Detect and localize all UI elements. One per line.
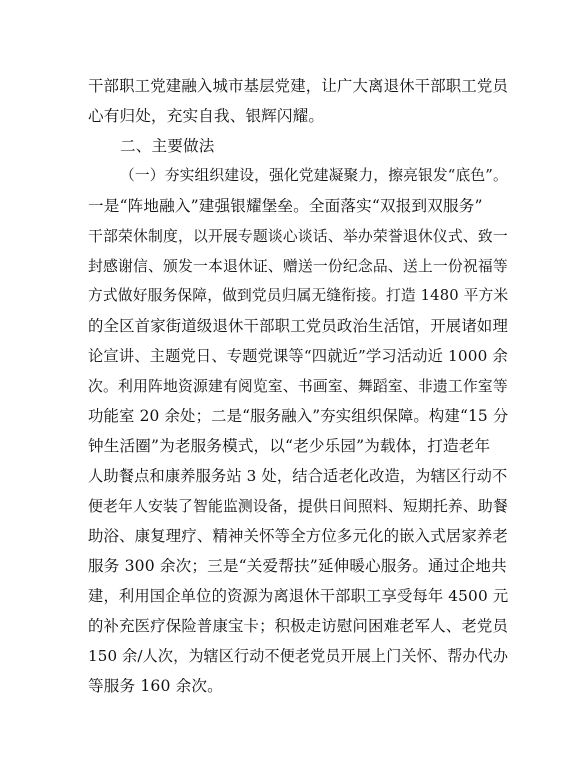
paragraph-1-line-1: 干部职工党建融入城市基层党建，让广大离退休干部职工党员 xyxy=(88,77,509,95)
paragraph-2-line-15: 建，利用国企单位的资源为离退休干部职工享受每年 4500 元 xyxy=(88,587,509,605)
paragraph-2-line-6: 的全区首家街道级退休干部职工党员政治生活馆，开展诸如理 xyxy=(88,317,509,335)
paragraph-2-line-4: 封感谢信、颁发一本退休证、赠送一份纪念品、送上一份祝福等 xyxy=(88,257,508,275)
paragraph-2-line-16: 的补充医疗保险普康宝卡；积极走访慰问困难老军人、老党员 xyxy=(88,617,509,635)
paragraph-2-line-18: 等服务 160 余次。 xyxy=(88,677,223,695)
paragraph-2-line-2: 一是“阵地融入”建强银耀堡垒。全面落实“双报到双服务” xyxy=(88,197,483,215)
paragraph-2-line-11: 人助餐点和康养服务站 3 处，结合适老化改造，为辖区行动不 xyxy=(88,467,508,485)
paragraph-2-line-9: 功能室 20 余处；二是“服务融入”夯实组织保障。构建“15 分 xyxy=(88,407,509,425)
paragraph-2-line-10: 钟生活圈”为老服务模式，以“老少乐园”为载体，打造老年 xyxy=(88,437,491,455)
paragraph-2-line-7: 论宣讲、主题党日、专题党课等“四就近”学习活动近 1000 余 xyxy=(88,347,508,365)
section-heading: 二、主要做法 xyxy=(120,137,215,155)
paragraph-2-line-14: 服务 300 余次；三是“关爱帮扶”延伸暖心服务。通过企地共 xyxy=(88,557,507,575)
paragraph-2-line-12: 便老年人安装了智能监测设备，提供日间照料、短期托养、助餐 xyxy=(88,497,508,515)
paragraph-2-line-3: 干部荣休制度，以开展专题谈心谈话、举办荣誉退休仪式、致一 xyxy=(88,227,508,245)
paragraph-2-line-1: （一）夯实组织建设，强化党建凝聚力，擦亮银发“底色”。 xyxy=(120,167,508,184)
paragraph-2-line-8: 次。利用阵地资源建有阅览室、书画室、舞蹈室、非遗工作室等 xyxy=(88,377,508,395)
paragraph-2-line-17: 150 余/人次，为辖区行动不便老党员开展上门关怀、帮办代办 xyxy=(88,647,509,665)
paragraph-2-line-13: 助浴、康复理疗、精神关怀等全方位多元化的嵌入式居家养老 xyxy=(88,527,509,545)
paragraph-1-line-2: 心有归处，充实自我、银辉闪耀。 xyxy=(88,107,325,125)
paragraph-2-line-5: 方式做好服务保障，做到党员归属无缝衔接。打造 1480 平方米 xyxy=(88,287,509,304)
